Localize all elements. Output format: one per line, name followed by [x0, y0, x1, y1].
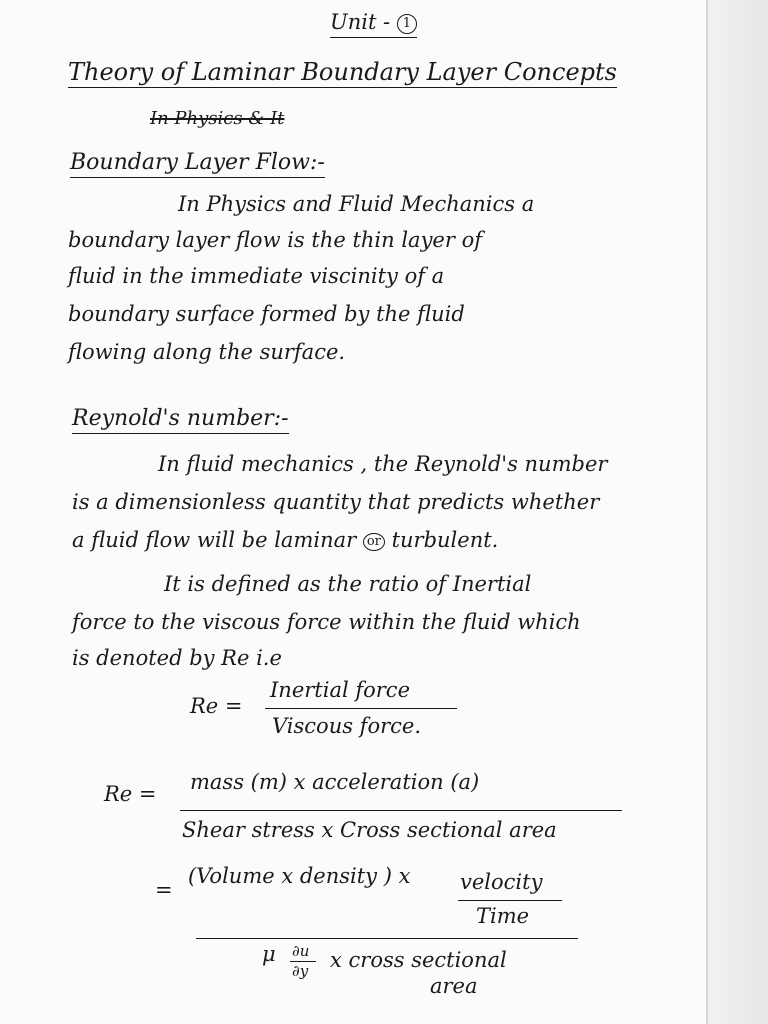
fraction-bar	[196, 938, 578, 939]
equation-1-lhs: Re =	[190, 694, 243, 718]
text-line-end: turbulent.	[391, 528, 499, 552]
text-line: It is defined as the ratio of Inertial	[164, 572, 532, 596]
text-line: In fluid mechanics , the Reynold's number	[158, 452, 608, 476]
equation-2-denominator: Shear stress x Cross sectional area	[182, 818, 557, 842]
text-line: is a dimensionless quantity that predicts whether	[72, 490, 600, 514]
equation-3-equals: =	[155, 878, 173, 902]
text-line: boundary surface formed by the fluid	[68, 302, 465, 326]
equation-3-numerator: (Volume x density ) x	[188, 864, 411, 888]
page-edge-line	[706, 0, 708, 1024]
struck-out-line: In Physics & It	[150, 108, 285, 129]
page-title: Theory of Laminar Boundary Layer Concepts	[68, 58, 617, 86]
text-line: fluid in the immediate viscinity of a	[68, 264, 445, 288]
time-denominator: Time	[476, 904, 530, 928]
text-line: is denoted by Re i.e	[72, 646, 282, 670]
text-line-start: a fluid flow will be laminar	[72, 528, 357, 552]
unit-number: 1	[397, 14, 417, 34]
equation-2-numerator: mass (m) x acceleration (a)	[190, 770, 480, 794]
equation-1-denominator: Viscous force.	[272, 714, 421, 738]
fraction-bar	[265, 708, 457, 709]
equation-1-numerator: Inertial force	[270, 678, 410, 702]
text-line: flowing along the surface.	[68, 340, 346, 364]
fraction-bar	[458, 900, 562, 901]
equation-3-denominator: x cross sectional	[330, 948, 507, 972]
or-circled: or	[363, 533, 385, 551]
velocity-numerator: velocity	[460, 870, 543, 894]
fraction-bar	[180, 810, 622, 811]
text-line: force to the viscous force within the fluid which	[72, 610, 581, 634]
page-edge-shadow	[708, 0, 768, 1024]
mu-symbol: μ	[262, 942, 276, 966]
unit-label: Unit -	[330, 10, 391, 34]
boundary-layer-heading: Boundary Layer Flow:-	[70, 152, 325, 178]
text-line: boundary layer flow is the thin layer of	[68, 228, 482, 252]
equation-3-denominator-area: area	[430, 974, 478, 998]
partial-u: ∂u	[292, 942, 310, 960]
equation-2-lhs: Re =	[104, 782, 157, 806]
text-line: In Physics and Fluid Mechanics a	[178, 192, 535, 216]
reynolds-heading: Reynold's number:-	[72, 408, 289, 434]
text-line	[72, 530, 498, 551]
unit-heading	[330, 12, 417, 38]
partial-y: ∂y	[292, 962, 309, 980]
